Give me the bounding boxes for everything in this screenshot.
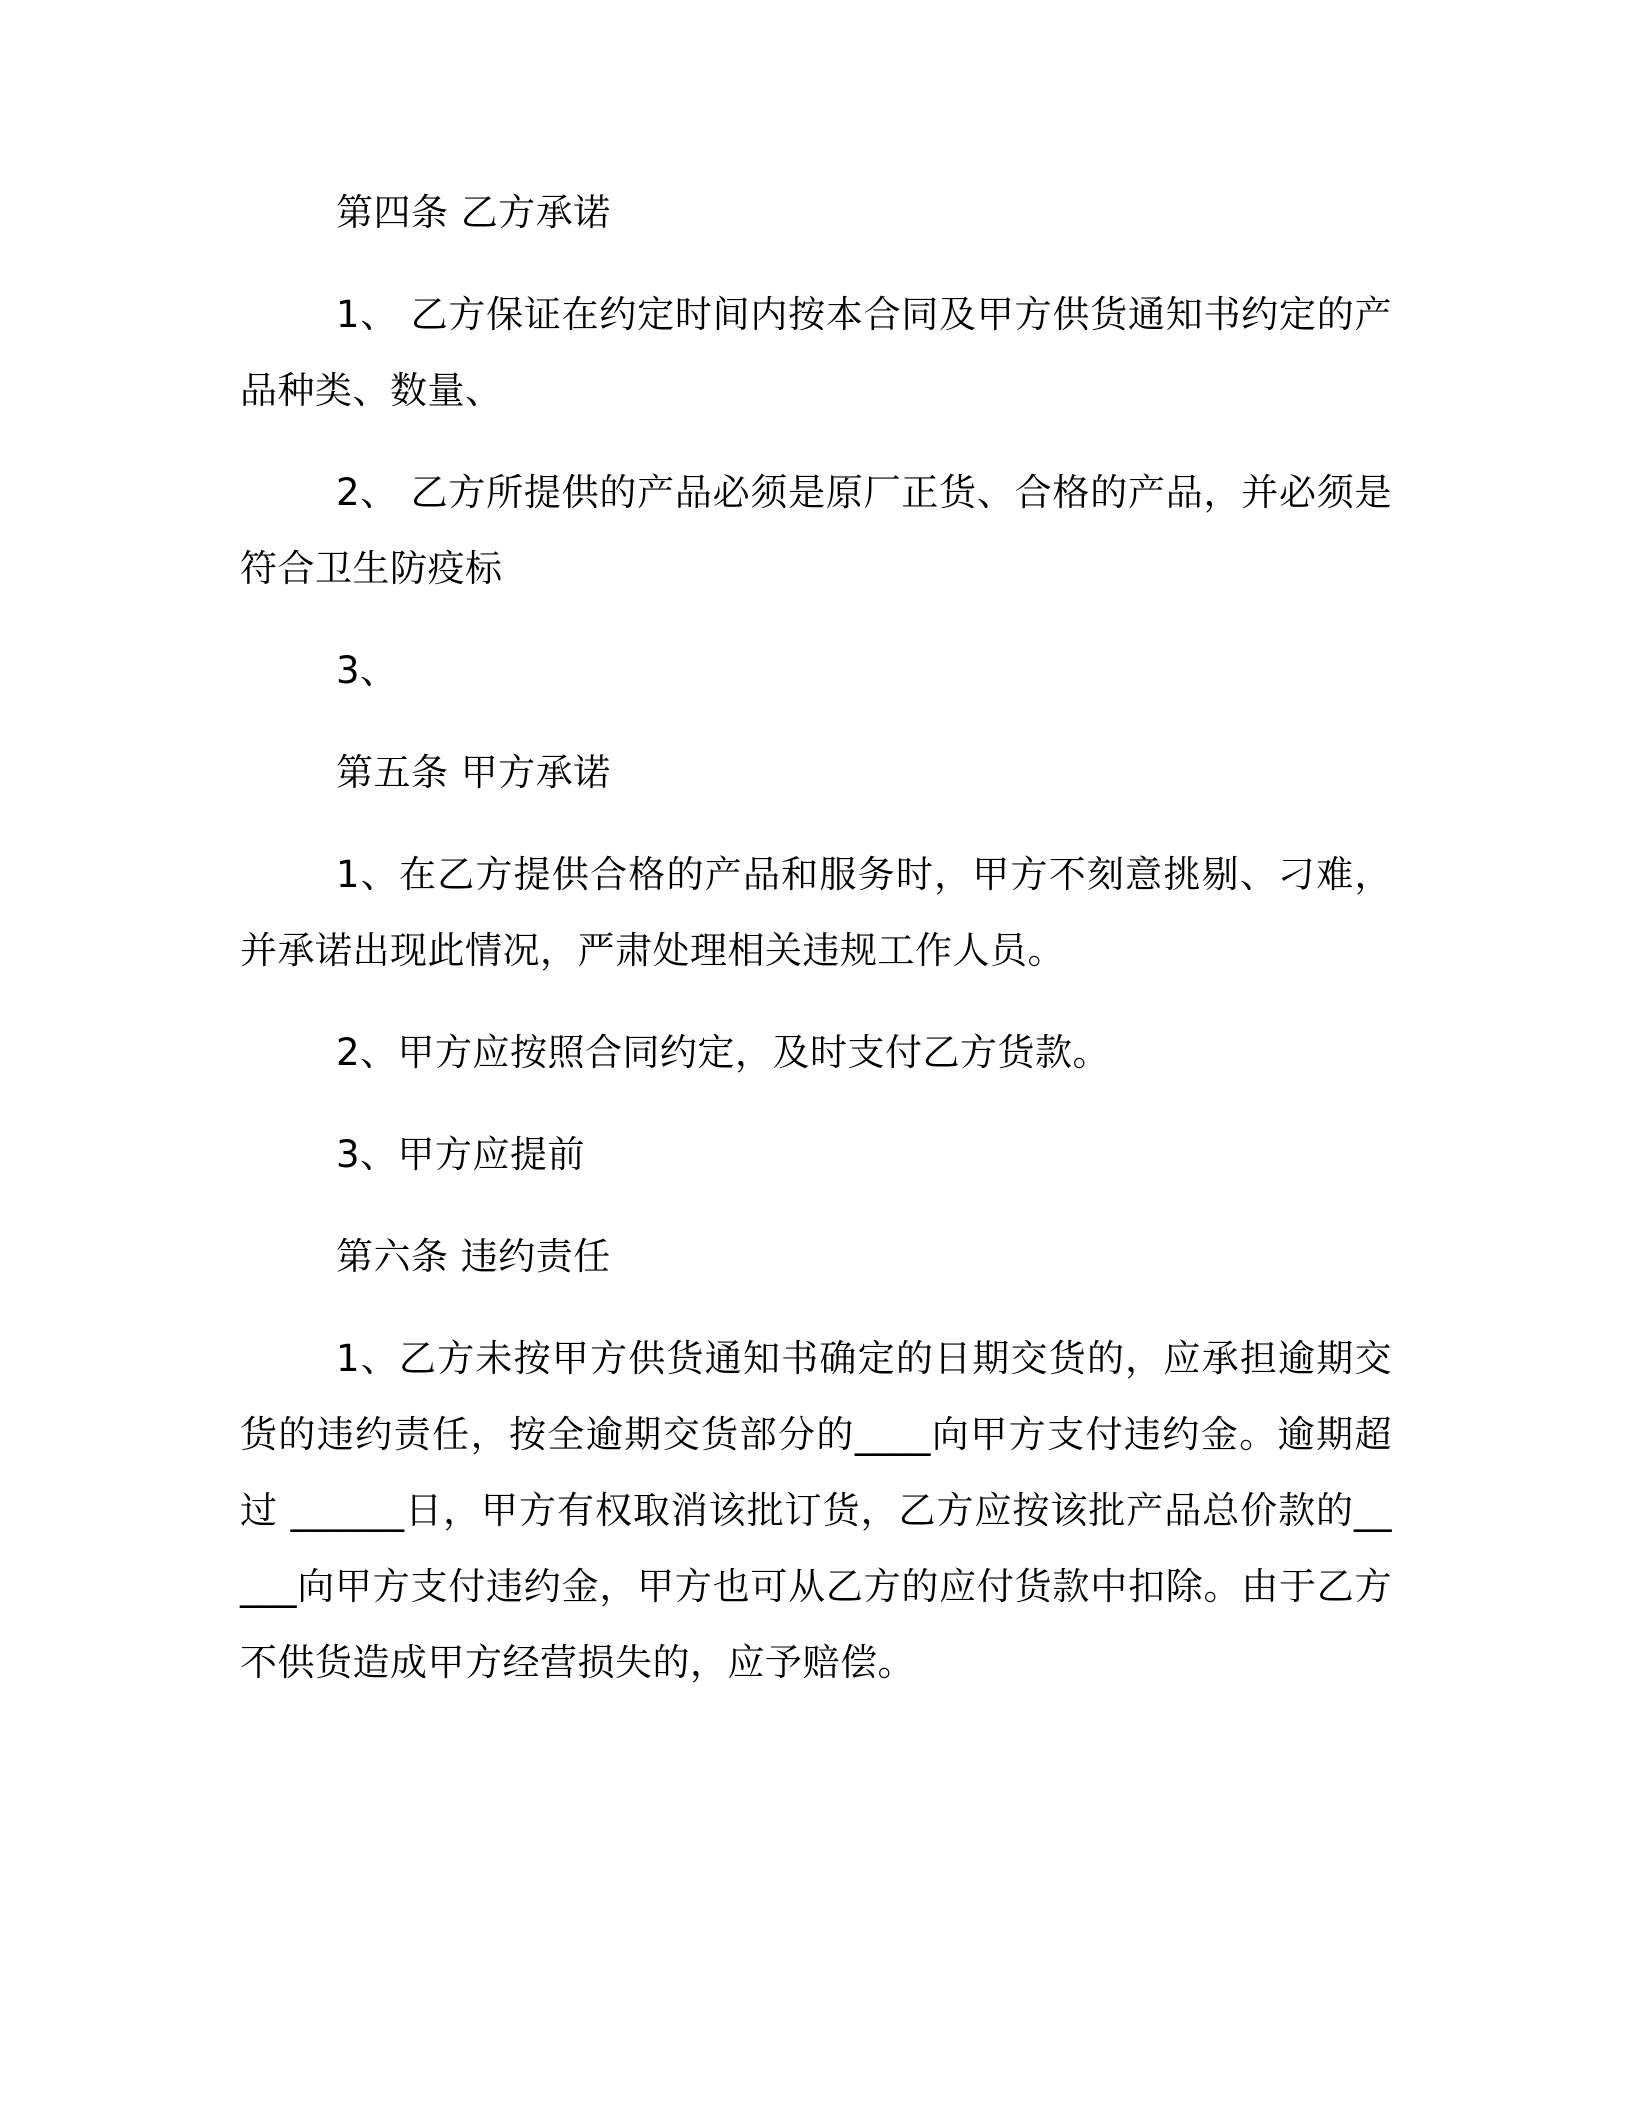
article-5-clause-1: 1、在乙方提供合格的产品和服务时，甲方不刻意挑剔、刁难，并承诺出现此情况，严肃处理相关违规工作人员。 — [240, 853, 1392, 972]
article-4-heading: 第四条 乙方承诺 — [336, 191, 611, 234]
article-6-clause-1: 1、乙方未按甲方供货通知书确定的日期交货的，应承担逾期交货的违约责任，按全逾期交货部分的____向甲方支付违约金。逾期超过 ______日，甲方有权取消该批订货，乙方应按该批产品总价款的_____向甲方支付违约金，甲方也可从乙方的应付货款中扣除。由于乙方不供货造成甲方经营损失的，应予赔偿。 — [240, 1337, 1392, 1684]
article-4-clause-2: 2、 乙方所提供的产品必须是原厂正货、合格的产品，并必须是符合卫生防疫标 — [240, 471, 1392, 590]
article-5-clause-3: 3、甲方应提前 — [336, 1133, 586, 1176]
document-body — [240, 175, 1392, 1727]
article-4-clause-3: 3、 — [336, 649, 398, 692]
article-5-heading: 第五条 甲方承诺 — [336, 751, 611, 794]
article-4-clause-1: 1、 乙方保证在约定时间内按本合同及甲方供货通知书约定的产品种类、数量、 — [240, 293, 1392, 412]
article-6-heading: 第六条 违约责任 — [336, 1235, 611, 1278]
article-5-clause-2: 2、甲方应按照合同约定，及时支付乙方货款。 — [336, 1031, 1111, 1074]
